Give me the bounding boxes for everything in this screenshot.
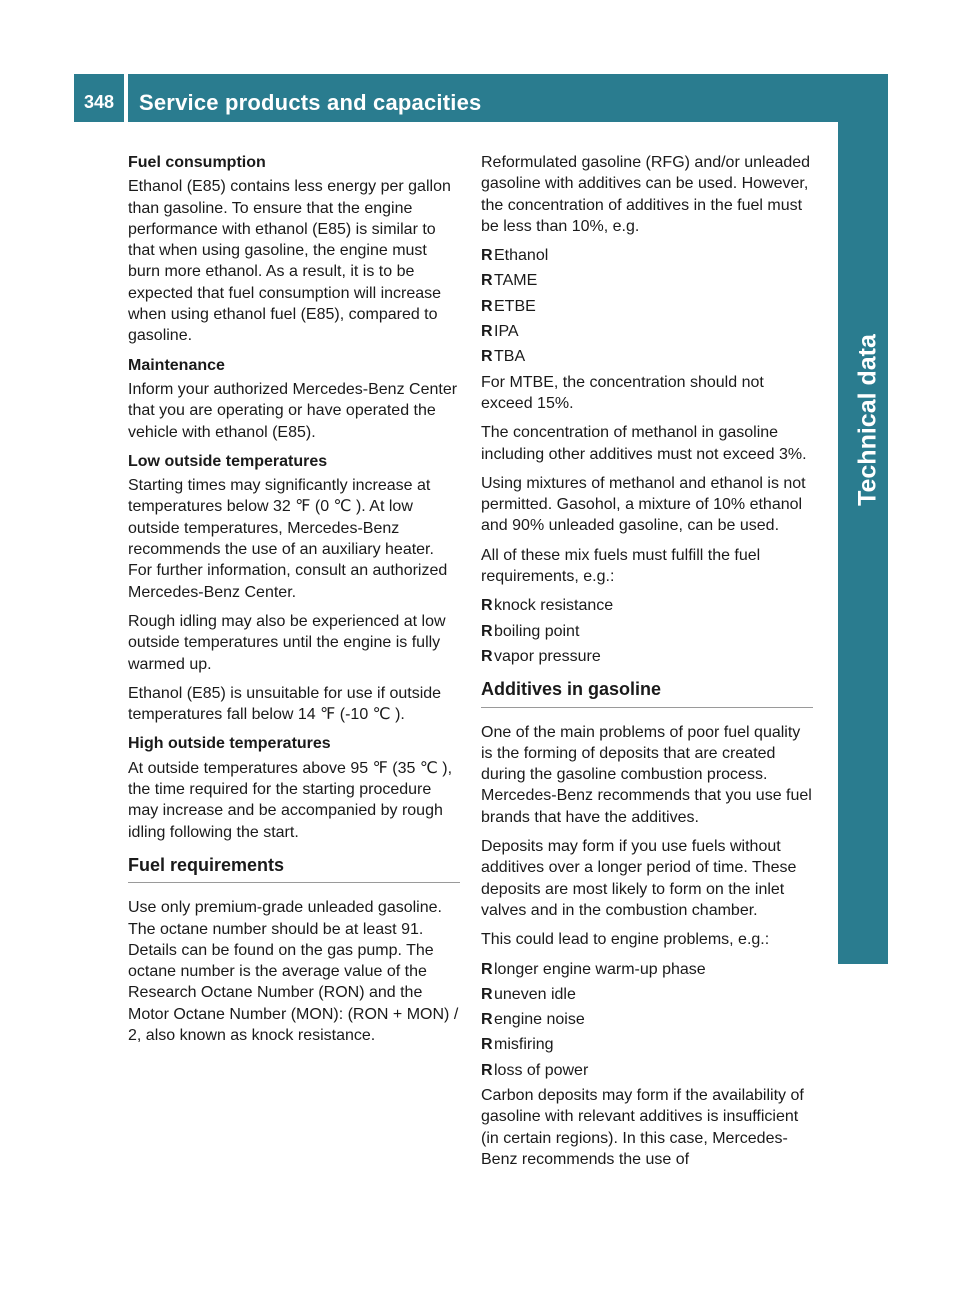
rfg-text: Reformulated gasoline (RFG) and/or unleaded gasoline with additives can be used. However, the concentration of additives in the fuel must be less than 10%, e.g. [481,154,811,235]
fuel-consumption-heading: Fuel consumption [128,154,266,171]
additive-list [481,245,813,367]
additives-text: One of the main problems of poor fuel quality is the forming of deposits that are created during the gasoline combustion process. Mercedes-Benz recommends that you use fuel brands that have the additives. [481,723,812,826]
bullet-icon: R [481,622,493,640]
side-tab-label: Technical data [853,334,882,506]
low-temperatures-heading: Low outside temperatures [128,452,328,470]
list-item: R uneven idle [481,984,813,1005]
side-tab [838,122,888,964]
bullet-icon: R [481,960,493,978]
mixtures-text: Using mixtures of methanol and ethanol is not permitted. Gasohol, a mixture of 10% ethanol and 90% unleaded gasoline, can be used. [481,474,806,535]
unsuitable-temperature-text: Ethanol (E85) is unsuitable for use if outside temperatures fall below 14 ℉ (-10 ℃ ). [128,684,442,724]
right-column [481,152,813,1178]
bullet-icon: R [481,985,493,1003]
fuel-consumption-text: Ethanol (E85) contains less energy per gallon than gasoline. To ensure that the engine performance with ethanol (E85) is similar to that when using gasoline, the engine must burn more ethanol. As a result, it is to be expected that fuel consumption will increase when using ethanol fuel (E85), compared to gasoline. [128,178,451,345]
problem-list [481,959,813,1081]
problems-intro: This could lead to engine problems, e.g.: [481,931,770,949]
bullet-icon: R [481,272,493,290]
page-title: Service products and capacities [139,90,482,115]
high-temperatures-text: At outside temperatures above 95 ℉ (35 ℃ ), the time required for the starting procedure may increase and be accompanied by rough idling following the start. [128,759,453,841]
list-item: R ETBE [481,296,813,317]
list-item: R longer engine warm-up phase [481,959,813,980]
left-column [128,152,460,1054]
list-item: R TAME [481,270,813,291]
page-number: 348 [84,92,115,112]
carbon-deposits-text: Carbon deposits may form if the availability of gasoline with relevant additives is insufficient (in certain regions). In this case, Mercedes-Benz recommends the use of [481,1086,804,1168]
fuel-requirements-heading: Fuel requirements [128,855,460,883]
additives-heading: Additives in gasoline [481,679,813,707]
mix-fuels-text: All of these mix fuels must fulfill the fuel requirements, e.g.: [481,546,761,586]
mtbe-text: For MTBE, the concentration should not exceed 15%. [481,373,764,412]
bullet-icon: R [481,647,493,665]
list-item: R loss of power [481,1060,813,1081]
methanol-text: The concentration of methanol in gasoline including other additives must not exceed 3%. [481,424,807,463]
deposits-text: Deposits may form if you use fuels without additives over a longer period of time. These deposits are most likely to form on the inlet valves and in the combustion chamber. [481,838,797,919]
list-item: R Ethanol [481,245,813,266]
bullet-icon: R [481,1061,493,1079]
list-item: R IPA [481,321,813,342]
rough-idling-text: Rough idling may also be experienced at low outside temperatures until the engine is fully warmed up. [128,612,446,673]
bullet-icon: R [481,297,493,315]
bullet-icon: R [481,323,493,341]
list-item: R boiling point [481,621,813,642]
list-item: R engine noise [481,1009,813,1030]
header-separator [124,74,128,122]
low-temperatures-text: Starting times may significantly increase at temperatures below 32 ℉ (0 ℃ ). At low outside temperatures, Mercedes-Benz recommends the use of an auxiliary heater. For further information, consult an authorized Mercedes-Benz Center. [128,477,448,601]
high-temperatures-heading: High outside temperatures [128,735,331,753]
list-item: R vapor pressure [481,646,813,667]
fuel-requirements-text: Use only premium-grade unleaded gasoline. The octane number should be at least 91. Details can be found on the gas pump. The octane number is the average value of the Research Octane Number (RON) and the Motor Octane Number (MON): (RON + MON) / 2, also known as knock resistance. [128,899,459,1044]
maintenance-text: Inform your authorized Mercedes-Benz Center that you are operating or have operated the vehicle with ethanol (E85). [128,380,458,441]
maintenance-heading: Maintenance [128,356,225,374]
bullet-icon: R [481,348,493,366]
list-item: R misfiring [481,1034,813,1055]
bullet-icon: R [481,247,493,265]
bullet-icon: R [481,597,493,615]
list-item: R knock resistance [481,595,813,616]
bullet-icon: R [481,1036,493,1054]
requirement-list [481,595,813,667]
list-item: R TBA [481,346,813,367]
bullet-icon: R [481,1011,493,1029]
